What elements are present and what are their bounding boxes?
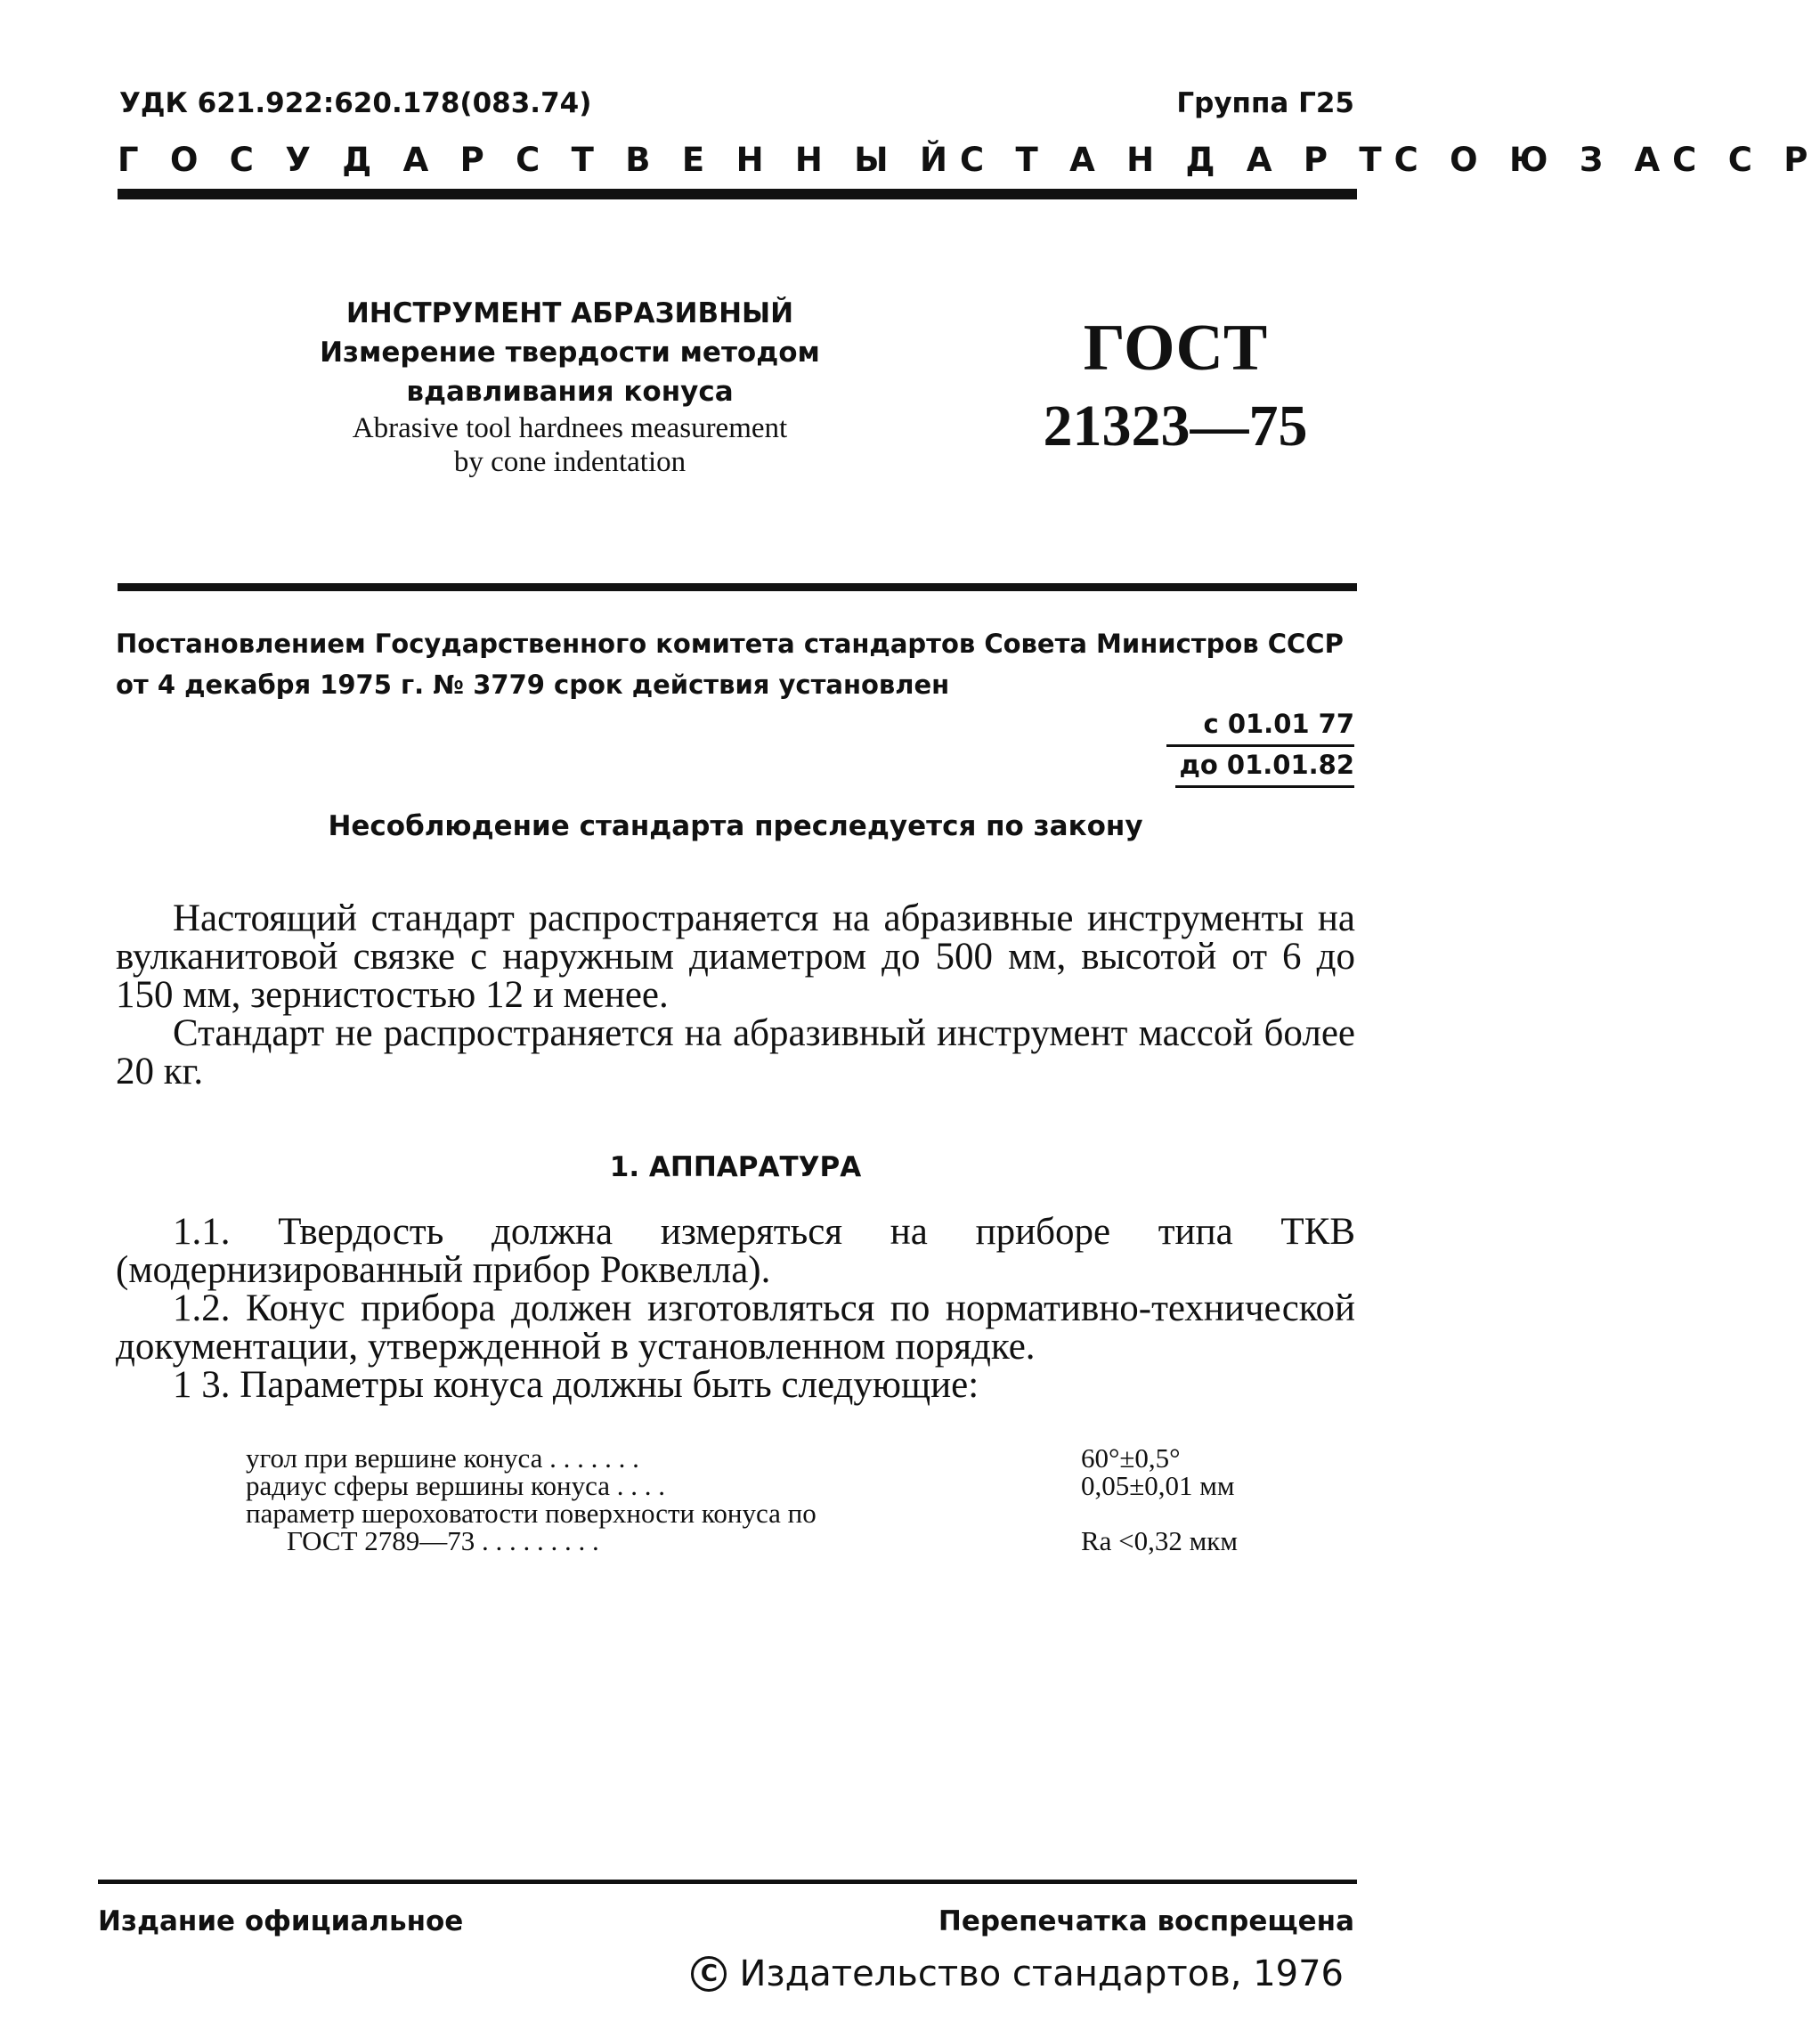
- standard-title: [258, 294, 882, 479]
- footer-rule: [98, 1880, 1357, 1884]
- table-row: [246, 1472, 1238, 1499]
- clause-1-2: 1.2. Конус прибора должен изготовляться по нормативно-технической документации, утвержденной в установленном порядке.: [116, 1287, 1355, 1368]
- param-value: 60°±0,5°: [1081, 1442, 1181, 1474]
- state-standard-heading: [118, 141, 1820, 179]
- table-row: [246, 1444, 1238, 1472]
- heading-word: С О Ю З А: [1393, 141, 1673, 179]
- copyright-icon: C: [691, 1956, 727, 1992]
- decree-line2: от 4 декабря 1975 г. № 3779 срок действия установлен: [116, 670, 950, 700]
- table-row: [246, 1499, 1238, 1527]
- validity-rule: [1175, 785, 1354, 788]
- title-en-line1: Abrasive tool hardnees measurement: [352, 412, 788, 444]
- decree-line1: Постановлением Государственного комитета стандартов Совета Министров СССР: [116, 629, 1344, 659]
- clause-1-3: 1 3. Параметры конуса должны быть следующие:: [173, 1364, 979, 1406]
- group-code: Группа Г25: [1176, 87, 1354, 119]
- gost-label: ГОСТ: [1083, 312, 1268, 385]
- edition-label: Издание официальное: [98, 1905, 464, 1937]
- valid-to: до 01.01.82: [1179, 750, 1354, 780]
- param-value: 0,05±0,01 мм: [1081, 1470, 1235, 1501]
- title-ru-line3: вдавливания конуса: [406, 376, 734, 408]
- publisher-name: Издательство стандартов, 1976: [739, 1953, 1344, 1994]
- title-ru-line2: Измерение твердости методом: [320, 337, 820, 369]
- legal-notice: Несоблюдение стандарта преследуется по закону: [328, 810, 1143, 842]
- title-en-line2: by cone indentation: [453, 446, 687, 478]
- decree-text: [116, 623, 1362, 705]
- valid-from: с 01.01 77: [1203, 709, 1354, 739]
- intro-paragraph: Настоящий стандарт распространяется на абразивные инструменты на вулканитовой связке с наружным диаметром до 500 мм, высотой от 6 до 150 мм, зернистостью 12 и менее.: [116, 897, 1355, 1016]
- param-name: угол при вершине конуса . . . . . . .: [246, 1442, 639, 1474]
- section-title: 1. АППАРАТУРА: [609, 1151, 862, 1183]
- heading-word: Г О С У Д А Р С Т В Е Н Н Ы Й: [118, 141, 960, 179]
- intro-paragraph: Стандарт не распространяется на абразивный инструмент массой более 20 кг.: [116, 1012, 1355, 1092]
- table-row: [246, 1527, 1238, 1555]
- clause-1-1: 1.1. Твердость должна измеряться на приборе типа ТКВ (модернизированный прибор Роквелла).: [116, 1211, 1355, 1291]
- reprint-notice: Перепечатка воспрещена: [938, 1905, 1354, 1937]
- gost-designation: [997, 310, 1353, 467]
- udk-code: УДК 621.922:620.178(083.74): [119, 87, 592, 119]
- param-value: Ra <0,32 мкм: [1081, 1525, 1238, 1556]
- title-rule: [118, 583, 1357, 591]
- heading-word: С Т А Н Д А Р Т: [959, 141, 1394, 179]
- validity-rule: [1166, 744, 1354, 747]
- param-name: ГОСТ 2789—73 . . . . . . . . .: [287, 1525, 599, 1556]
- param-name: радиус сферы вершины конуса . . . .: [246, 1470, 666, 1501]
- param-name: параметр шероховатости поверхности конуса по: [246, 1498, 817, 1529]
- heading-word: С С Р: [1672, 141, 1820, 179]
- publisher-line: [691, 1953, 1344, 1994]
- cone-parameters-table: [246, 1444, 1238, 1555]
- title-ru-line1: ИНСТРУМЕНТ АБРАЗИВНЫЙ: [345, 297, 794, 329]
- gost-number: 21323—75: [1043, 394, 1308, 459]
- header-rule: [118, 189, 1357, 199]
